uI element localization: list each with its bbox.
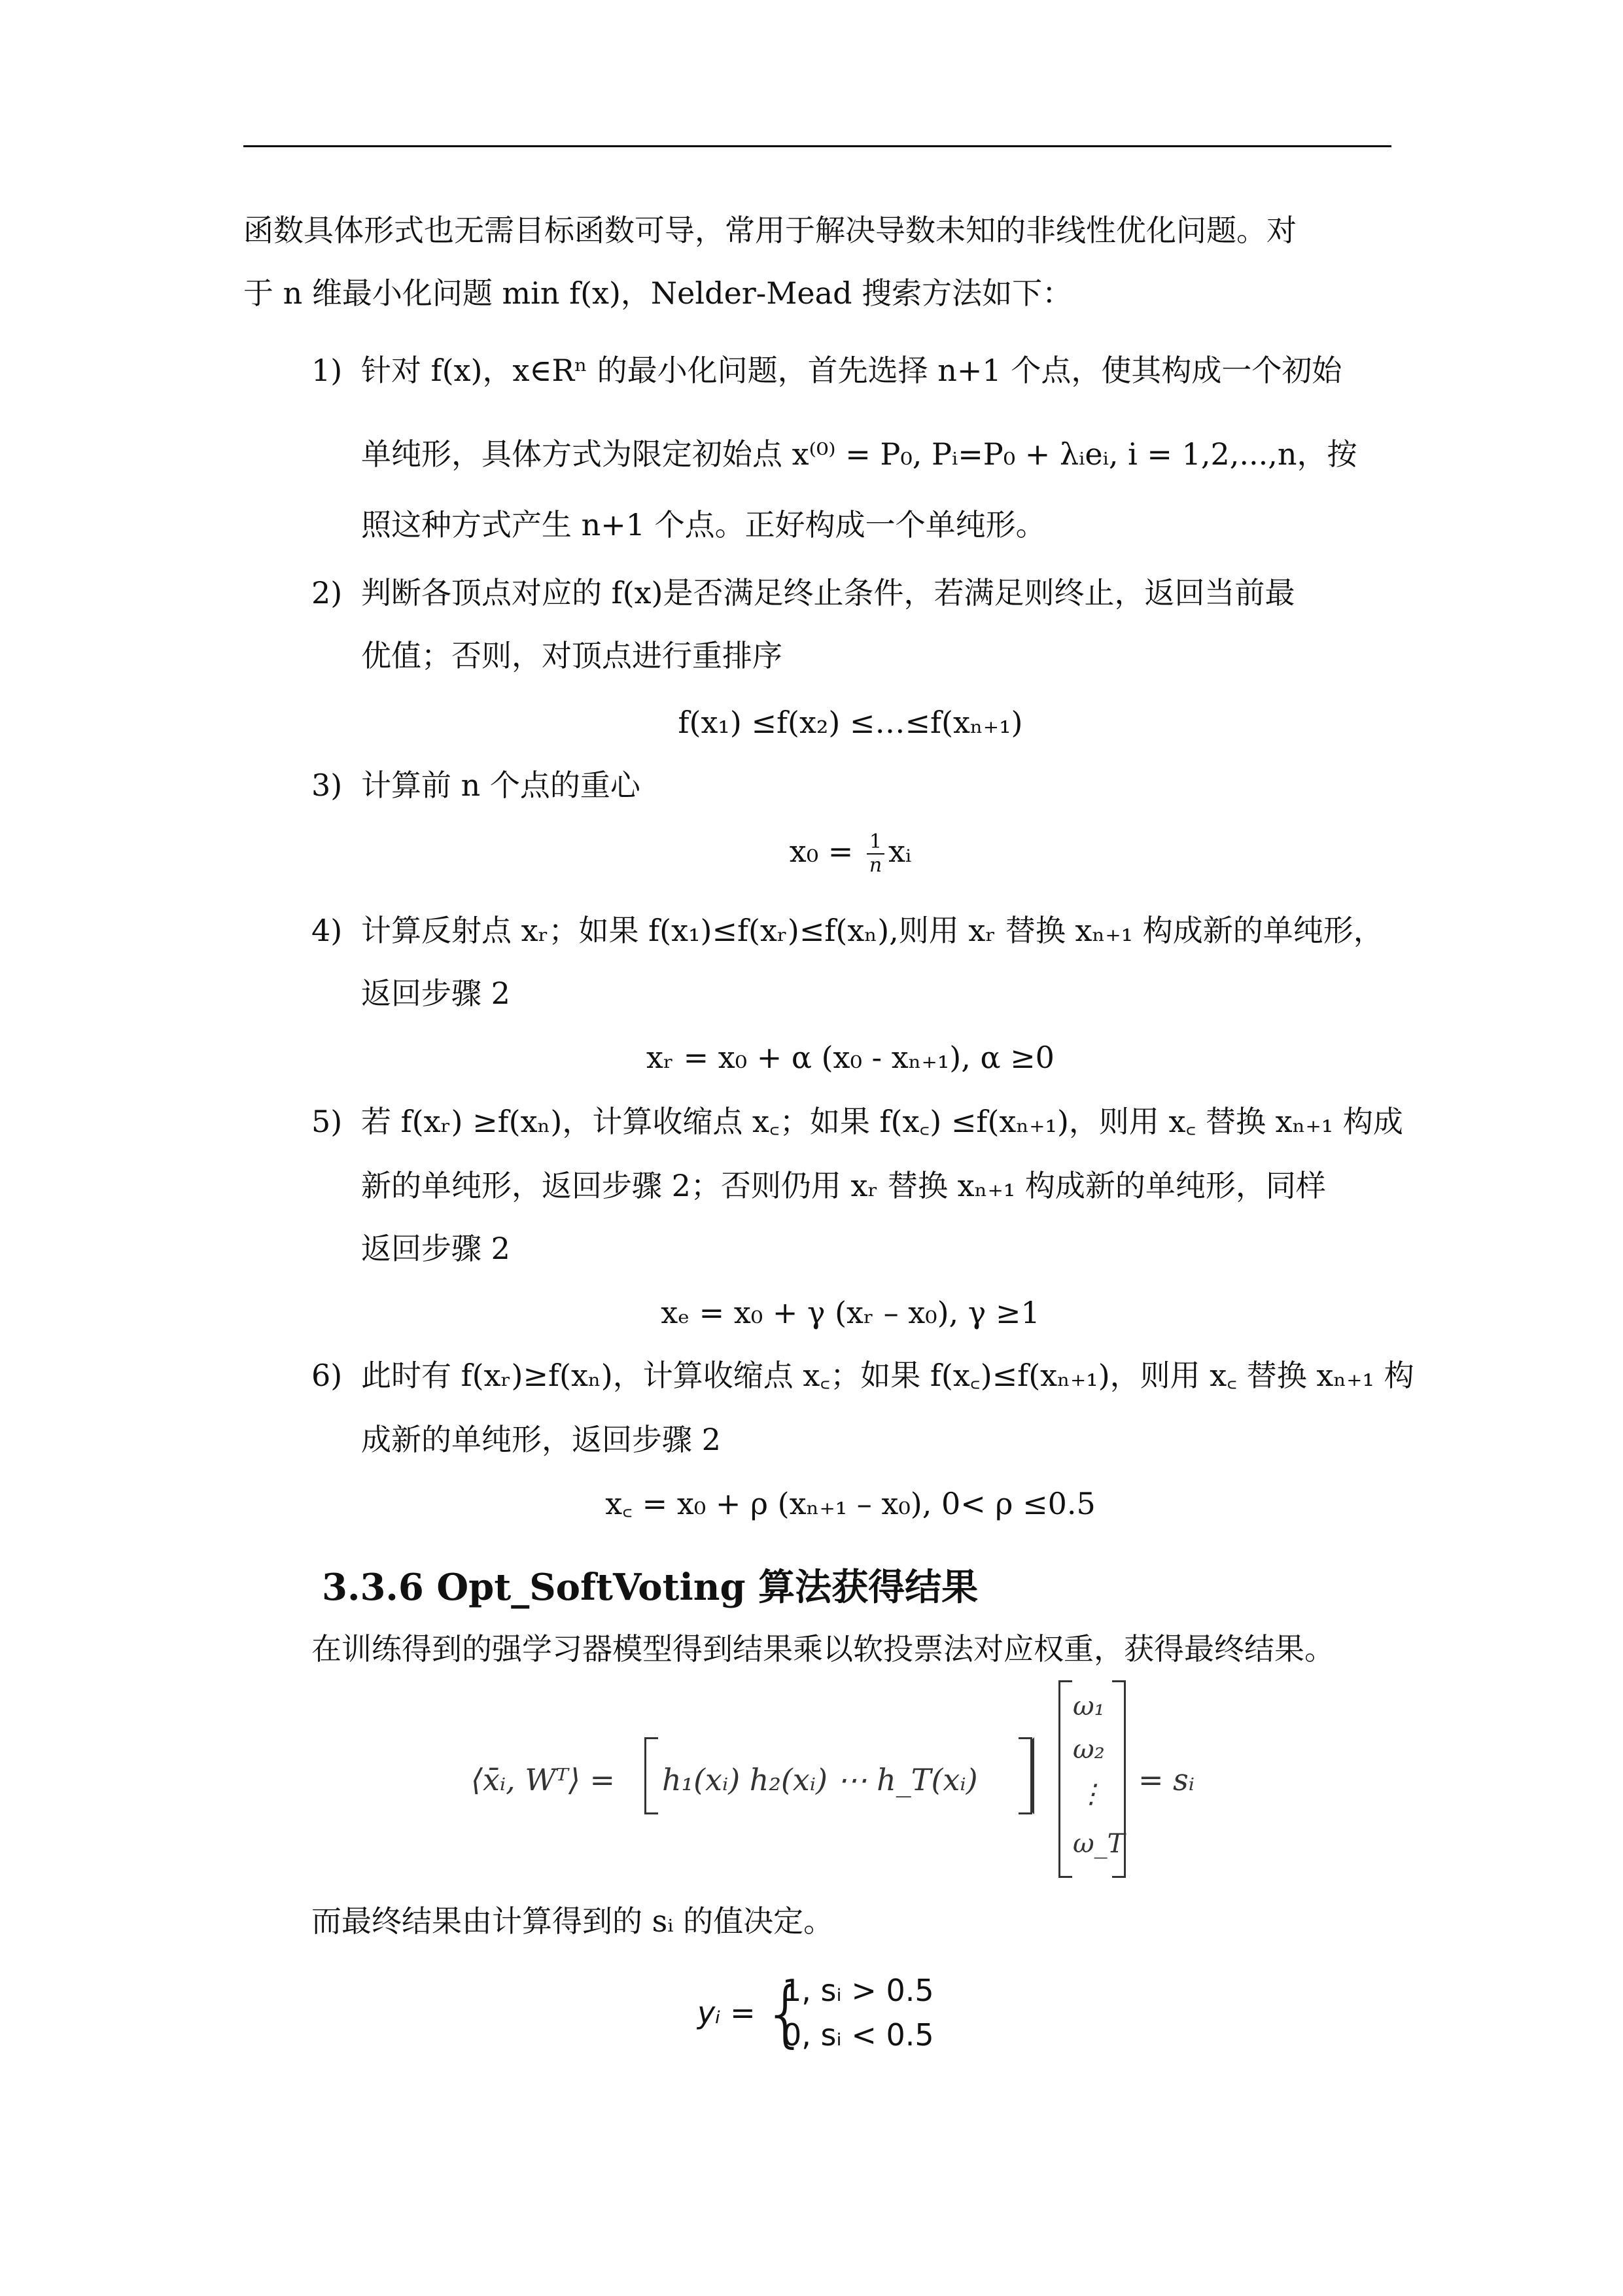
step-6-line-2: 成新的单纯形，返回步骤 2: [361, 1422, 721, 1457]
col-entry-2: ω₂: [1073, 1735, 1105, 1765]
step-1-line-1: 针对 f(x)，x∈Rⁿ 的最小化问题，首先选择 n+1 个点，使其构成一个初始: [361, 353, 1342, 388]
step-2-line-1: 判断各顶点对应的 f(x)是否满足终止条件，若满足则终止，返回当前最: [361, 575, 1295, 610]
cases-lhs: yᵢ =: [697, 1995, 756, 2030]
step-6-line-1: 此时有 f(xᵣ)≥f(xₙ)，计算收缩点 x꜀；如果 f(x꜀)≤f(xₙ₊₁)，则用 x꜀ 替换 xₙ₊₁ 构: [361, 1358, 1414, 1393]
step-6-number: 6): [311, 1358, 343, 1393]
step-5-line-1: 若 f(xᵣ) ≥f(xₙ)，计算收缩点 x꜀；如果 f(x꜀) ≤f(xₙ₊₁)，则用 x꜀ 替换 xₙ₊₁ 构成: [361, 1104, 1403, 1139]
step-5-formula: xₑ = x₀ + γ (xᵣ – x₀), γ ≥1: [661, 1295, 1040, 1330]
step-5-number: 5): [311, 1104, 343, 1139]
step-4-line-2: 返回步骤 2: [361, 976, 510, 1011]
step-3-number: 3): [311, 768, 343, 803]
col-entry-4: ω_T: [1073, 1829, 1125, 1859]
step-6-formula: x꜀ = x₀ + ρ (xₙ₊₁ – x₀), 0< ρ ≤0.5: [605, 1486, 1096, 1521]
section-heading: 3.3.6 Opt_SoftVoting 算法获得结果: [322, 1566, 979, 1609]
step-4-formula: xᵣ = x₀ + α (x₀ - xₙ₊₁), α ≥0: [646, 1040, 1055, 1075]
intro-line-1: 函数具体形式也无需目标函数可导，常用于解决导数未知的非线性优化问题。对: [243, 213, 1297, 248]
step-3-formula: [720, 831, 981, 877]
centroid-lhs: x₀ =: [789, 834, 863, 869]
step-2-formula: f(x₁) ≤f(x₂) ≤…≤f(xₙ₊₁): [678, 705, 1023, 740]
col-entry-1: ω₁: [1073, 1691, 1105, 1722]
fraction-numerator: 1: [867, 831, 884, 855]
step-2-number: 2): [311, 575, 343, 610]
header-rule: [243, 145, 1391, 147]
matrix-lhs: ⟨x̄ᵢ, Wᵀ⟩ =: [471, 1762, 616, 1797]
case-2: 0, sᵢ < 0.5: [782, 2017, 934, 2053]
row-bracket-left: [644, 1737, 658, 1814]
col-entry-3: ⋮: [1078, 1779, 1104, 1809]
intro-line-2: 于 n 维最小化问题 min f(x)，Nelder-Mead 搜索方法如下：: [243, 275, 1073, 311]
step-5-line-2: 新的单纯形，返回步骤 2；否则仍用 xᵣ 替换 xₙ₊₁ 构成新的单纯形，同样: [361, 1168, 1326, 1203]
step-4-number: 4): [311, 913, 343, 948]
step-3-line-1: 计算前 n 个点的重心: [361, 768, 640, 803]
section-paragraph-1: 在训练得到的强学习器模型得到结果乘以软投票法对应权重，获得最终结果。: [311, 1631, 1335, 1667]
step-1-line-2: 单纯形，具体方式为限定初始点 x⁽⁰⁾ = P₀, Pᵢ=P₀ + λᵢeᵢ, i = 1,2,...,n，按: [361, 436, 1357, 472]
centroid-rhs: xᵢ: [888, 834, 912, 869]
step-2-line-2: 优值；否则，对顶点进行重排序: [361, 638, 782, 673]
matrix-rhs: = sᵢ: [1138, 1762, 1195, 1797]
row-bracket-right: [1019, 1737, 1032, 1814]
step-1-number: 1): [311, 353, 343, 388]
row-vector-entries: h₁(xᵢ) h₂(xᵢ) ⋯ h_T(xᵢ): [662, 1762, 978, 1797]
section-paragraph-2: 而最终结果由计算得到的 sᵢ 的值决定。: [311, 1903, 834, 1939]
centroid-fraction: [867, 831, 884, 877]
case-1: 1, sᵢ > 0.5: [782, 1973, 934, 2008]
fraction-denominator: n: [869, 854, 882, 877]
cases-brace: {: [763, 1971, 809, 2055]
step-5-line-3: 返回步骤 2: [361, 1231, 510, 1266]
col-bracket-left: [1058, 1680, 1072, 1878]
step-1-line-3: 照这种方式产生 n+1 个点。正好构成一个单纯形。: [361, 507, 1046, 542]
step-4-line-1: 计算反射点 xᵣ；如果 f(x₁)≤f(xᵣ)≤f(xₙ),则用 xᵣ 替换 xₙ₊₁ 构成新的单纯形，: [361, 913, 1384, 948]
